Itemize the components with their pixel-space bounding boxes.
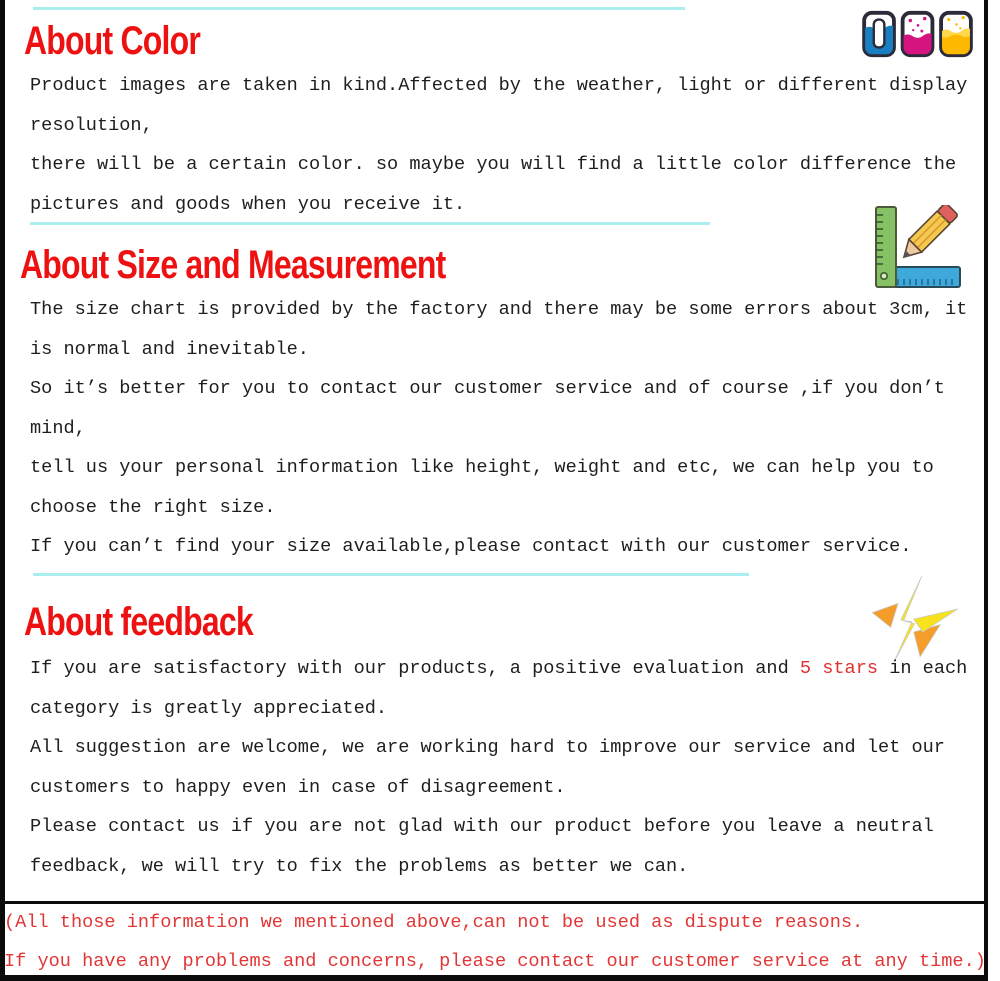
text-line: Please contact us if you are not glad with our product before you leave a neutral bbox=[30, 816, 934, 837]
text-line: feedback, we will try to fix the problems as better we can. bbox=[30, 855, 689, 877]
text-line: is normal and inevitable. bbox=[30, 338, 309, 360]
about-color-heading: About Color bbox=[24, 19, 201, 63]
text-segment: If you are satisfactory with our products, a positive evaluation and bbox=[30, 658, 800, 679]
text-line: The size chart is provided by the factory and there may be some errors about 3cm, it bbox=[30, 299, 968, 320]
page-border-left bbox=[0, 0, 5, 981]
text-line-with-highlight bbox=[30, 649, 985, 689]
text-line: category is greatly appreciated. bbox=[30, 697, 388, 719]
cmy-ink-tanks-icon bbox=[860, 9, 976, 59]
accent-line-above-feedback bbox=[33, 573, 749, 576]
text-line: If you can’t find your size available,please contact with our customer service. bbox=[30, 536, 912, 557]
about-feedback-paragraph bbox=[30, 649, 985, 886]
about-feedback-heading: About feedback bbox=[24, 600, 253, 644]
about-size-paragraph bbox=[30, 290, 985, 567]
about-size-heading: About Size and Measurement bbox=[20, 243, 446, 287]
text-line: there will be a certain color. so maybe you will find a little color difference the bbox=[30, 154, 957, 175]
disclaimer-line: (All those information we mentioned above,can not be used as dispute reasons. bbox=[4, 912, 864, 933]
text-line: All suggestion are welcome, we are working hard to improve our service and let our bbox=[30, 737, 945, 758]
disclaimer-line: If you have any problems and concerns, please contact our customer service at any time.) bbox=[4, 951, 986, 972]
text-line: Product images are taken in kind.Affected by the weather, light or different display bbox=[30, 75, 968, 96]
five-stars-highlight: 5 stars bbox=[799, 658, 879, 679]
text-line: mind, bbox=[30, 417, 86, 439]
text-line: tell us your personal information like height, weight and etc, we can help you to bbox=[30, 457, 934, 478]
accent-line-top bbox=[33, 7, 685, 10]
disclaimer-footer bbox=[4, 903, 1000, 981]
text-line: customers to happy even in case of disagreement. bbox=[30, 776, 566, 798]
text-line: pictures and goods when you receive it. bbox=[30, 193, 466, 215]
text-line: resolution, bbox=[30, 114, 153, 136]
text-segment: in each bbox=[878, 658, 968, 679]
about-color-paragraph bbox=[30, 66, 985, 224]
ruler-and-pencil-icon bbox=[872, 205, 964, 291]
text-line: choose the right size. bbox=[30, 496, 276, 518]
text-line: So it’s better for you to contact our customer service and of course ,if you don’t bbox=[30, 378, 945, 399]
